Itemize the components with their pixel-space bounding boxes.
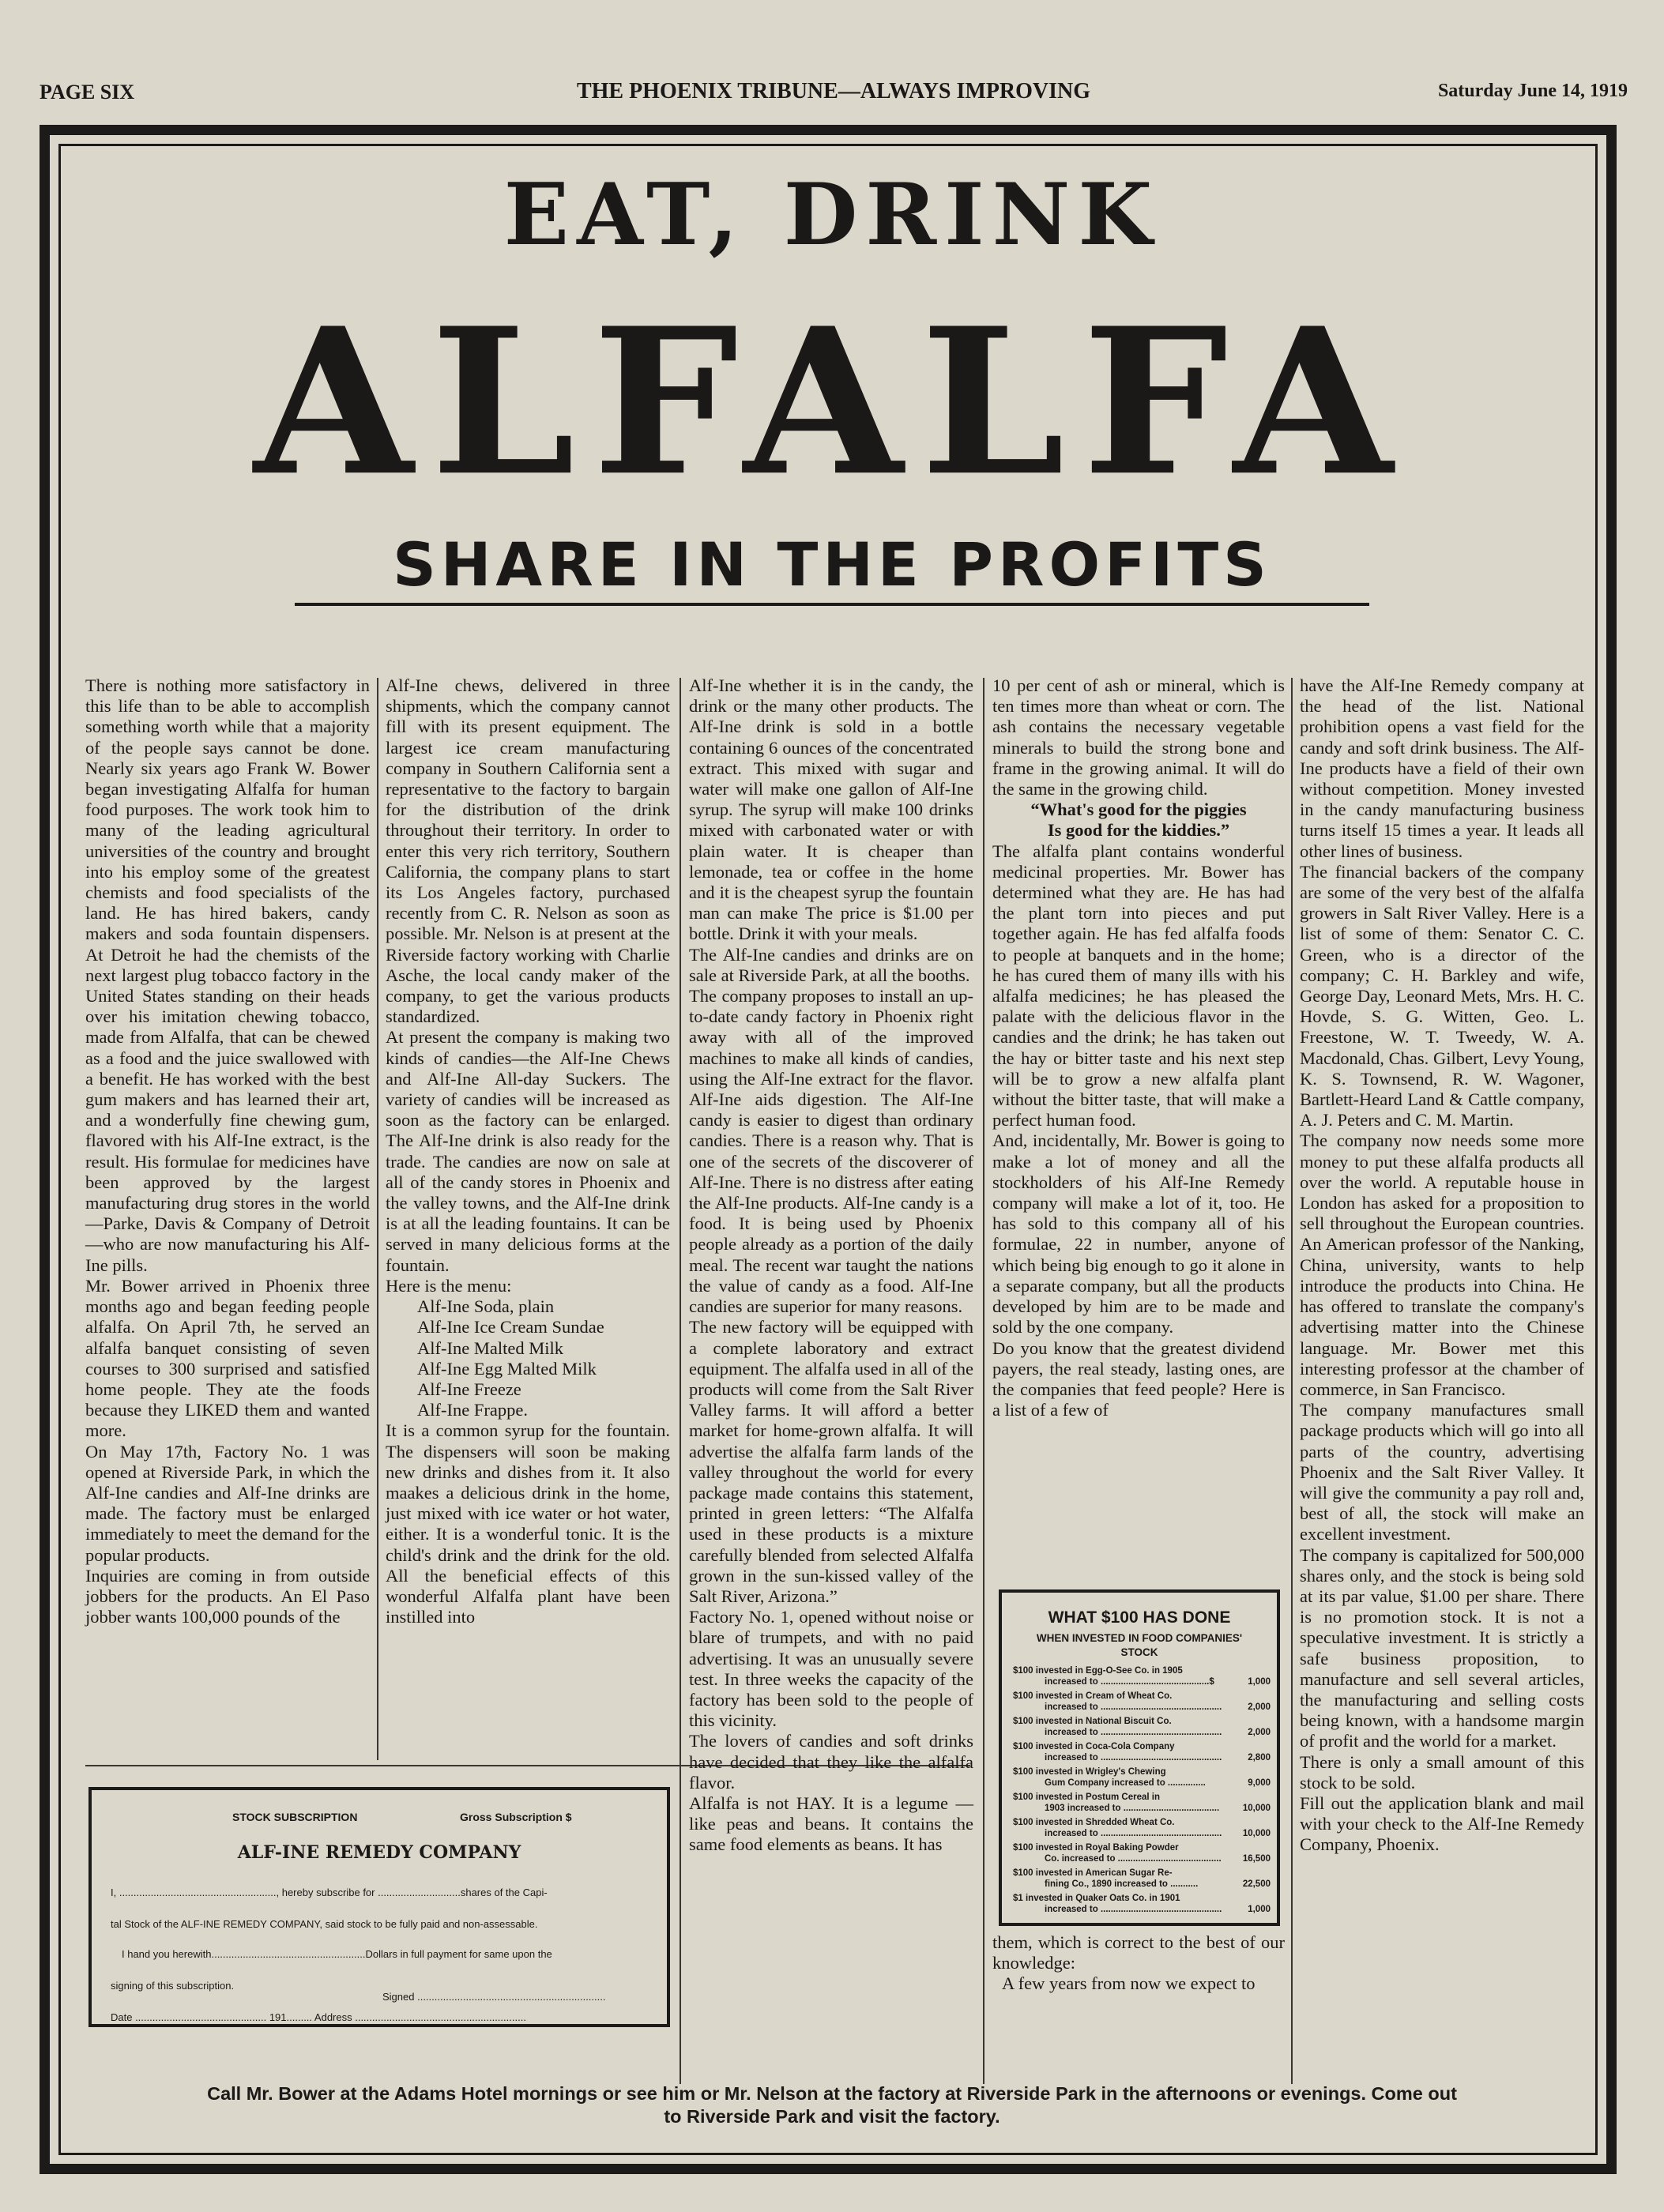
investment-row — [1013, 1691, 1271, 1713]
headline-alfalfa: ALFALFA — [254, 284, 1410, 521]
investment-row — [1013, 1817, 1271, 1839]
column-rule — [983, 678, 984, 2084]
column-rule — [377, 678, 378, 1760]
menu-item: Alf-Ine Frappe. — [417, 1400, 528, 1420]
row-amount: 9,000 — [1248, 1778, 1271, 1788]
row-amount: 10,000 — [1242, 1829, 1271, 1838]
row-company: $100 invested in Royal Baking Powder — [1013, 1843, 1179, 1853]
investment-returns-box — [999, 1589, 1280, 1926]
paragraph: The financial backers of the company are some of the very best of the alfalfa growers in Salt River Valley. Here is a list of some of them: Senator C. C. Green, who is a director of the company; C. H. Barkley and wife, George Day, Leonard Mets, Mrs. H. C. Hovde, S. G. Witten, Geo. L. Freestone, W. T. Tweedy, W. A. Macdonald, Chas. Gilbert, Levy Young, K. S. Townsend, R. W. Wagoner, Bartlett-Heard Land & Cattle company, A. J. Peters and C. M. Martin. — [1300, 861, 1584, 1130]
headline-eat-drink: EAT, DRINK — [503, 165, 1161, 265]
form-line: I, ......................................................., hereby subscribe for .............................shares of the Capi- — [111, 1887, 548, 1898]
paragraph: On May 17th, Factory No. 1 was opened at Riverside Park, in which the Alf-Ine candies and Alf-Ine drinks are made. The factory must be enlarged immediately to meet the demand for the popular products. — [85, 1441, 370, 1565]
row-amount: 10,000 — [1242, 1804, 1271, 1813]
paragraph: The company proposes to install an up-to-date candy factory in Phoenix right away with all of the improved machines to make all kinds of candies, using the Alf-Ine extract for the flavor. Alf-Ine aids digestion. The Alf-Ine candy is easier to digest than ordinary candies. There is a reason why. That is one of the secrets of the discoverer of Alf-Ine. There is no distress after eating the Alf-Ine products. Alf-Ine candy is a food. It is being used by Phoenix people already as a portion of the daily meal. The recent war taught the nations the value of candy as a food. Alf-Ine candies are superior for many reasons. — [689, 986, 973, 1317]
paragraph: Do you know that the greatest dividend payers, the real steady, lasting ones, are the companies that feed people? Here is a list of a few of — [992, 1337, 1285, 1420]
row-amount: 1,000 — [1248, 1677, 1271, 1687]
masthead — [40, 76, 1628, 107]
paragraph: Factory No. 1, opened without noise or blare of trumpets, and with no paid advertising. It was an unusually severe test. In three weeks the capacity of the factory has been sold to the people of this vicinity. — [689, 1607, 973, 1731]
paragraph: Alf-Ine whether it is in the candy, the drink or the many other products. The Alf-Ine drink is sold in a bottle containing 6 ounces of the concentrated extract. This mixed with sugar and water will make one gallon of Alf-Ine syrup. The syrup will make 100 drinks mixed with carbonated water or with plain water. It is cheaper than lemonade, tea or coffee in the home and it is the cheapest syrup the fountain man can make The price is $1.00 per bottle. Drink it with your meals. — [689, 675, 973, 944]
headline-share-profits: SHARE IN THE PROFITS — [393, 529, 1271, 600]
call-to-action-footer — [0, 2082, 1664, 2128]
row-company: $100 invested in Wrigley's Chewing — [1013, 1767, 1166, 1777]
row-amount: 1,000 — [1248, 1905, 1271, 1914]
investment-row — [1013, 1893, 1271, 1915]
row-company: $100 invested in American Sugar Re- — [1013, 1868, 1173, 1878]
paragraph: The company is capitalized for 500,000 shares only, and the stock is being sold at its par value, $1.00 per share. There is no promotion stock. It is not a speculative investment. It is strictly a safe business proposition, to manufacture and sell several articles, the manufacturing and selling costs being known, with a handsome margin of profit and the world for a market. — [1300, 1544, 1584, 1751]
box-subtitle: WHEN INVESTED IN FOOD COMPANIES' — [1036, 1632, 1243, 1644]
paragraph: them, which is correct to the best of our knowledge: — [992, 1932, 1285, 1973]
row-company: $100 invested in Coca-Cola Company — [1013, 1742, 1175, 1751]
row-detail: increased to ................................................ — [1045, 1829, 1222, 1838]
article-column-3 — [689, 675, 973, 1856]
row-detail: Gum Company increased to ............... — [1045, 1778, 1206, 1788]
row-amount: 2,000 — [1248, 1702, 1271, 1712]
paragraph: Here is the menu: — [386, 1275, 512, 1296]
footer-line: to Riverside Park and visit the factory. — [664, 2106, 1000, 2127]
paragraph: Alfalfa is not HAY. It is a legume —like peas and beans. It contains the same food elements as beans. It has — [689, 1793, 973, 1855]
stock-subscription-form — [88, 1787, 670, 2027]
row-detail: increased to ................................................ — [1045, 1702, 1222, 1712]
slogan-line: Is good for the kiddies.” — [1047, 820, 1230, 841]
box-subtitle: STOCK — [1120, 1646, 1158, 1658]
page-number: PAGE SIX — [40, 81, 135, 103]
paragraph: The company now needs some more money to put these alfalfa products all over the world. A reputable house in London has asked for a proposition to sell throughout the European countries. An American professor of the Nanking, China, university, wants to help introduce the products into China. He has offered to translate the company's advertising matter into the Chinese language. Mr. Bower met this interesting professor at the chamber of commerce, in San Francisco. — [1300, 1130, 1584, 1399]
article-column-4-end — [992, 1932, 1285, 1995]
menu-item: Alf-Ine Soda, plain — [417, 1296, 555, 1317]
menu-item: Alf-Ine Freeze — [417, 1379, 521, 1399]
slogan-line: “What's good for the piggies — [1030, 799, 1247, 820]
row-detail: 1903 increased to ...................................... — [1045, 1804, 1220, 1813]
row-detail: increased to ................................................ — [1045, 1728, 1222, 1737]
newspaper-name: THE PHOENIX TRIBUNE—ALWAYS IMPROVING — [576, 79, 1091, 103]
paragraph: The company manufactures small package products which will go into all parts of the country, advertising Phoenix and the Salt River Valley. It will give the community a pay roll and, best of all, the stock will make an excellent investment. — [1300, 1400, 1584, 1544]
row-detail: increased to ................................................ — [1045, 1905, 1222, 1914]
menu-item: Alf-Ine Egg Malted Milk — [417, 1358, 597, 1379]
row-company: $100 invested in Cream of Wheat Co. — [1013, 1691, 1173, 1701]
row-detail: increased to ................................................ — [1045, 1753, 1222, 1762]
form-label: STOCK SUBSCRIPTION — [232, 1811, 358, 1823]
article-column-2 — [386, 675, 670, 1627]
paragraph: Fill out the application blank and mail with your check to the Alf-Ine Remedy Company, Phoenix. — [1300, 1793, 1584, 1855]
investment-row — [1013, 1766, 1271, 1789]
row-company: $1 invested in Quaker Oats Co. in 1901 — [1013, 1894, 1180, 1903]
article-column-1 — [85, 675, 370, 1627]
form-line: I hand you herewith......................................................Dollars in full payment for same upon the — [122, 1948, 552, 1960]
paragraph: Mr. Bower arrived in Phoenix three months ago and began feeding people alfalfa. On April 7th, he served an alfalfa banquet consisting of seven courses to 300 surprised and satisfied home people. They ate the foods because they LIKED them and wanted more. — [85, 1275, 370, 1441]
form-company-title: ALF-INE REMEDY COMPANY — [237, 1842, 521, 1863]
row-amount: 2,000 — [1248, 1728, 1271, 1737]
paragraph: At present the company is making two kinds of candies—the Alf-Ine Chews and Alf-Ine All-day Suckers. The variety of candies will be increased as soon as the factory can be enlarged. The Alf-Ine drink is also ready for the trade. The candies are now on sale at all of the candy stores in Phoenix and the valley towns, and the Alf-Ine drink is at all the leading fountains. It can be served in many delicious forms at the fountain. — [386, 1027, 670, 1275]
row-company: $100 invested in Postum Cereal in — [1013, 1793, 1160, 1802]
article-column-5 — [1300, 675, 1584, 1856]
paragraph: Inquiries are coming in from outside jobbers for the products. An El Paso jobber wants 100,000 pounds of the — [85, 1565, 370, 1627]
investment-row — [1013, 1868, 1271, 1890]
paragraph: The lovers of candies and soft drinks have decided that they like the alfalfa flavor. — [689, 1731, 973, 1793]
paragraph: have the Alf-Ine Remedy company at the head of the list. National prohibition opens a vast field for the candy and soft drink business. The Alf-Ine products have a field of their own without competition. Money invested in the candy manufacturing business turns itself 15 times a year. It leads all other lines of business. — [1300, 675, 1584, 861]
menu-item: Alf-Ine Ice Cream Sundae — [417, 1317, 604, 1337]
row-detail: increased to ...........................................$ — [1045, 1677, 1214, 1687]
box-title: WHAT $100 HAS DONE — [1048, 1608, 1231, 1627]
menu-item: Alf-Ine Malted Milk — [417, 1337, 563, 1358]
column-rule — [680, 678, 681, 2084]
form-line: tal Stock of the ALF-INE REMEDY COMPANY, said stock to be fully paid and non-assessable. — [111, 1918, 538, 1930]
paragraph: The alfalfa plant contains wonderful medicinal properties. Mr. Bower has determined what they are. He has had the plant torn into pieces and put together again. He has fed alfalfa foods to people at banquets and in the home; he has cured them of many ills with his alfalfa medicines; he has pleased the palate with the delicious flavor in the candies and the drink; he has taken out the hay or bitter taste and his next step will be to grow a new alfalfa plant without the bitter taste, that will make a perfect human food. — [992, 841, 1285, 1130]
headline-underline — [295, 603, 1369, 606]
form-line: signing of this subscription. — [111, 1980, 235, 1992]
paragraph: The new factory will be equipped with a complete laboratory and extract equipment. The alfalfa used in all of the products will come from the Salt River Valley farms. It will afford a better market for home-grown alfalfa. It will advertise the alfalfa farm lands of the valley throughout the world for every package made contains this statement, printed in green letters: “The Alfalfa used in these products is a mixture carefully blended from selected Alfalfa grown in the sun-kissed valley of the Salt River, Arizona.” — [689, 1317, 973, 1606]
paragraph: Alf-Ine chews, delivered in three shipments, which the company cannot fill with its present equipment. The largest ice cream manufacturing company in Southern California sent a representative to the factory to bargain for the distribution of the drink throughout their territory. In order to enter this very rich territory, Southern California, the company plans to start its Los Angeles factory, purchased recently from C. R. Nelson as soon as possible. Mr. Nelson is at present at the Riverside factory working with Charlie Asche, the local candy maker of the company, to get the various products standardized. — [386, 675, 670, 1027]
paragraph: It is a common syrup for the fountain. The dispensers will soon be making new drinks and dishes from it. It also maakes a delicious drink in the home, just mixed with ice water or hot water, either. It is a wonderful tonic. It is the child's drink and the drink for the old. All the beneficial effects of this wonderful Alfalfa plant have been instilled into — [386, 1420, 670, 1627]
row-amount: 22,500 — [1242, 1879, 1271, 1889]
paragraph: A few years from now we expect to — [1002, 1973, 1256, 1994]
issue-date: Saturday June 14, 1919 — [1437, 81, 1628, 101]
investment-row — [1013, 1842, 1271, 1864]
investment-row — [1013, 1665, 1271, 1687]
article-column-4 — [992, 675, 1285, 1420]
form-date-line: Date .............................................. 191......... Address ............................................................ — [111, 2011, 526, 2023]
paragraph: 10 per cent of ash or mineral, which is ten times more than wheat or corn. The ash contains the necessary vegetable minerals to build the strong bone and frame in the growing animal. It will do the same in the growing child. — [992, 675, 1285, 799]
paragraph: There is only a small amount of this stock to be sold. — [1300, 1751, 1584, 1793]
row-amount: 16,500 — [1242, 1854, 1271, 1864]
paragraph: There is nothing more satisfactory in this life than to be able to accomplish something worth while that a majority of the people says cannot be done. Nearly six years ago Frank W. Bower began investigating Alfalfa for human food purposes. The work took him to many of the leading agricultural universities of the country and brought into his employ some of the greatest chemists and food specialists of the land. He has hired bakers, candy makers and soda fountain dispensers. At Detroit he had the chemists of the next largest plug tobacco factory in the United States standing on their heads over his imitation chewing tobacco, made from Alfalfa, that can be chewed as a food and the juice swallowed with a benefit. He has worked with the best gum makers and has learned their art, and a wonderfully fine chewing gum, flavored with his Alf-Ine extract, is the result. His formulae for medicines have been approved by the largest manufacturing drug stores in the world—Parke, Davis & Company of Detroit—who are now manufacturing his Alf-Ine pills. — [85, 675, 370, 1275]
paragraph: And, incidentally, Mr. Bower is going to make a lot of money and all the stockholders of his Alf-Ine Remedy company will make a lot of it, too. He has sold to this company all of his formulae, 22 in number, anyone of which being big enough to go it alone in a separate company, but all the products developed by him are to be made and sold by the one company. — [992, 1130, 1285, 1337]
investment-row — [1013, 1716, 1271, 1738]
row-company: $100 invested in Egg-O-See Co. in 1905 — [1013, 1666, 1183, 1676]
investment-row — [1013, 1792, 1271, 1814]
form-label: Gross Subscription $ — [460, 1811, 572, 1823]
row-detail: Co. increased to ......................................... — [1045, 1854, 1222, 1864]
form-signature-line: Signed .................................................................. — [382, 1991, 606, 2003]
investment-row — [1013, 1741, 1271, 1763]
footer-line: Call Mr. Bower at the Adams Hotel mornings or see him or Mr. Nelson at the factory at Riverside Park in the afternoons or evenings. Come out — [207, 2083, 1457, 2104]
row-detail: fining Co., 1890 increased to ........... — [1045, 1879, 1199, 1889]
paragraph: The Alf-Ine candies and drinks are on sale at Riverside Park, at all the booths. — [689, 944, 973, 985]
row-company: $100 invested in National Biscuit Co. — [1013, 1717, 1172, 1726]
row-amount: 2,800 — [1248, 1753, 1271, 1762]
row-company: $100 invested in Shredded Wheat Co. — [1013, 1818, 1175, 1827]
column-rule — [1291, 678, 1293, 2084]
